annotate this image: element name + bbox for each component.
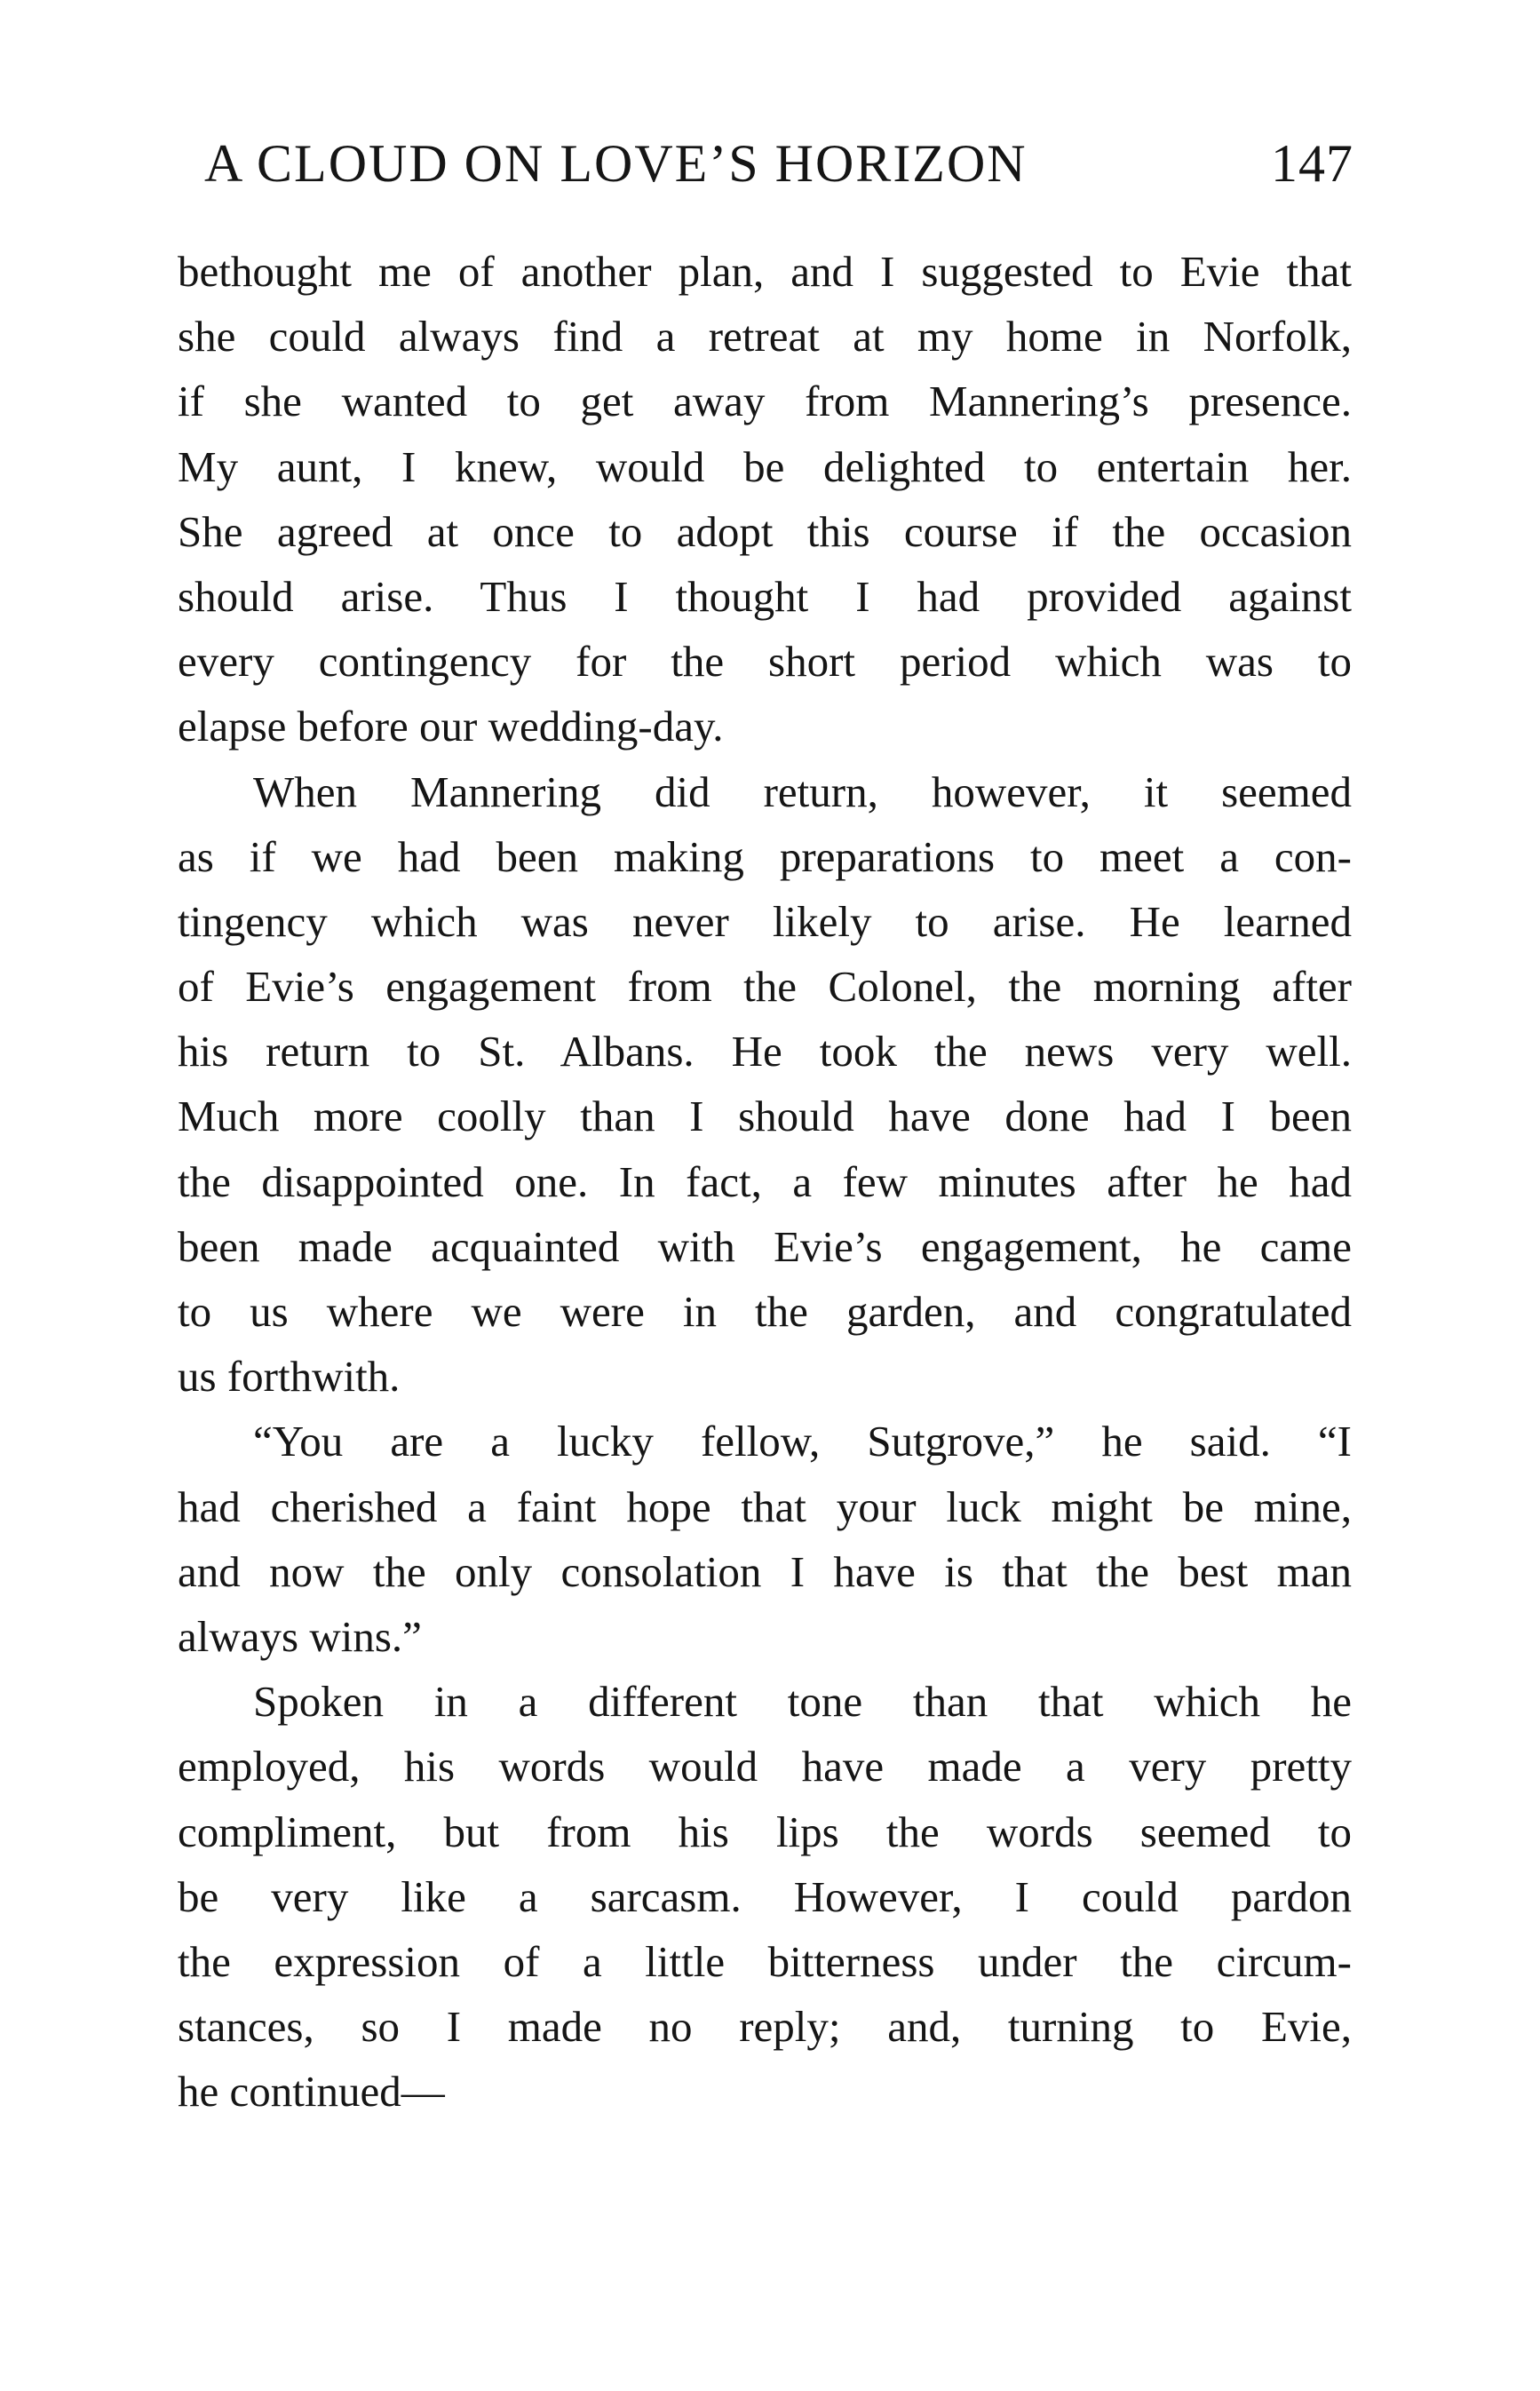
page-number: 147: [1271, 134, 1353, 193]
text-line: his return to St. Albans. He took the news very well.: [178, 1027, 1352, 1076]
text-line: stances, so I made no reply; and, turning to Evie,: [178, 2002, 1352, 2052]
paragraph: [178, 759, 1352, 1410]
text-line: tingency which was never likely to arise. He learned: [178, 896, 1352, 946]
text-line: employed, his words would have made a very pretty: [178, 1742, 1352, 1791]
text-line: My aunt, I knew, would be delighted to entertain her.: [178, 441, 1352, 491]
text-line: the expression of a little bitterness under the circum-: [178, 1936, 1352, 1986]
page-body-text: [178, 239, 1352, 2124]
text-line: When Mannering did return, however, it seemed: [253, 767, 1352, 816]
text-line: She agreed at once to adopt this course if the occasion: [178, 506, 1352, 556]
text-line: compliment, but from his lips the words seemed to: [178, 1807, 1352, 1856]
text-line: had cherished a faint hope that your luck might be mine,: [178, 1481, 1352, 1531]
paragraph: [178, 1409, 1352, 1669]
text-line: should arise. Thus I thought I had provided against: [178, 571, 1352, 621]
text-line: he continued—: [178, 2067, 445, 2117]
text-line: of Evie’s engagement from the Colonel, the morning after: [178, 962, 1352, 1012]
running-title: A CLOUD ON LOVE’S HORIZON: [204, 134, 1028, 193]
text-line: always wins.”: [178, 1611, 422, 1661]
text-line: as if we had been making preparations to meet a con-: [178, 831, 1352, 881]
text-line: if she wanted to get away from Mannering’s presence.: [178, 377, 1352, 426]
text-line: and now the only consolation I have is that the best man: [178, 1546, 1352, 1596]
paragraph: [178, 1669, 1352, 2124]
text-line: us forthwith.: [178, 1352, 401, 1402]
running-header: [204, 133, 1353, 204]
text-line: to us where we were in the garden, and congratulated: [178, 1287, 1352, 1336]
text-line: bethought me of another plan, and I suggested to Evie that: [178, 247, 1352, 296]
text-line: elapse before our wedding-day.: [178, 702, 724, 751]
paragraph: [178, 239, 1352, 759]
text-line: been made acquainted with Evie’s engagement, he came: [178, 1221, 1352, 1271]
text-line: she could always find a retreat at my home in Norfolk,: [178, 312, 1352, 361]
text-line: every contingency for the short period which was to: [178, 637, 1352, 687]
text-line: be very like a sarcasm. However, I could pardon: [178, 1871, 1352, 1921]
text-line: Spoken in a different tone than that which he: [253, 1677, 1352, 1727]
text-line: the disappointed one. In fact, a few minutes after he had: [178, 1156, 1352, 1206]
text-line: “You are a lucky fellow, Sutgrove,” he said. “I: [253, 1417, 1352, 1466]
text-line: Much more coolly than I should have done had I been: [178, 1092, 1352, 1141]
